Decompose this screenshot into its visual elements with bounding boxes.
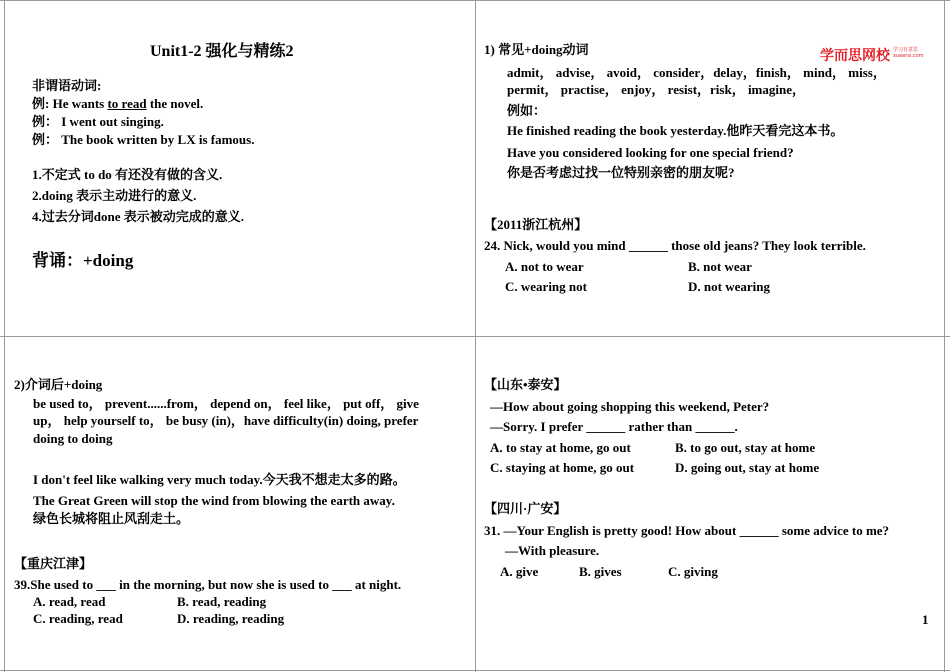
question-stem: 31. —Your English is pretty good! How about ______ some advice to me? xyxy=(484,523,890,538)
question-source-1: 【山东•泰安】 xyxy=(484,377,567,392)
question-stem: 39.She used to ___ in the morning, but now she is used to ___ at night. xyxy=(14,577,402,592)
page-title: Unit1-2 强化与精练2 xyxy=(150,43,294,60)
option-d: D. reading, reading xyxy=(177,611,285,626)
phrases-line-2: up， help yourself to， be busy (in)，have difficulty(in) doing, prefer xyxy=(33,413,419,428)
verbs-line-2: permit， practise， enjoy， resist，risk， imagine， xyxy=(507,82,805,97)
right-border xyxy=(944,0,945,672)
example-line-2: The Great Green will stop the wind from blowing the earth away. xyxy=(33,493,395,508)
example-line-3: 绿色长城将阻止风刮走土。 xyxy=(33,511,190,526)
question-source-2: 【四川·广安】 xyxy=(484,501,567,516)
logo-domain: xueersi.com xyxy=(893,53,924,59)
reply-line: —With pleasure. xyxy=(505,543,600,558)
phrases-line-3: doing to doing xyxy=(33,431,113,446)
example-line-1: I don't feel like walking very much today.今天我不想走太多的路。 xyxy=(33,472,406,487)
section-heading: 2)介词后+doing xyxy=(14,377,103,392)
example-label: 例如： xyxy=(507,103,547,118)
section-heading: 非谓语动词: xyxy=(32,78,102,93)
option-b: B. read, reading xyxy=(177,594,267,609)
xueersi-logo: 学而思网校 xyxy=(820,48,890,64)
example-line-2: Have you considered looking for one special friend? xyxy=(507,145,794,160)
option-a: A. to stay at home, go out xyxy=(490,440,631,455)
example-line-2: 例： I went out singing. xyxy=(32,114,164,129)
left-border xyxy=(4,0,5,672)
phrases-line-1: be used to， prevent......from， depend on， feel like， put off， give xyxy=(33,396,419,411)
option-c: C. staying at home, go out xyxy=(490,460,635,475)
question-source: 【重庆江津】 xyxy=(14,556,93,571)
option-d: D. not wearing xyxy=(688,279,770,294)
question-stem: 24. Nick, would you mind ______ those old jeans? They look terrible. xyxy=(484,238,866,253)
option-d: D. going out, stay at home xyxy=(675,460,820,475)
logo-tagline: 学习有意思 xyxy=(893,47,919,53)
center-divider xyxy=(475,0,476,672)
option-c: C. giving xyxy=(668,564,718,579)
option-c: C. reading, read xyxy=(33,611,123,626)
option-b: B. to go out, stay at home xyxy=(675,440,816,455)
example-line-1: 例: He wants to read the novel. xyxy=(32,96,204,111)
option-b: B. not wear xyxy=(688,259,752,274)
page-number: 1 xyxy=(922,612,929,627)
dialog-line-1: —How about going shopping this weekend, Peter? xyxy=(490,399,770,414)
example-line-3: 例： The book written by LX is famous. xyxy=(32,132,255,147)
option-a: A. give xyxy=(500,564,539,579)
question-source: 【2011浙江杭州】 xyxy=(484,217,588,232)
option-a: A. not to wear xyxy=(505,259,584,274)
rule-2: 2.doing 表示主动进行的意义. xyxy=(32,188,197,203)
dialog-line-2: —Sorry. I prefer ______ rather than ______. xyxy=(490,419,738,434)
option-c: C. wearing not xyxy=(505,279,587,294)
verbs-line-1: admit， advise， avoid， consider，delay，finish， mind， miss， xyxy=(507,65,886,80)
recite-note: 背诵：+doing xyxy=(32,251,134,270)
rule-3: 4.过去分词done 表示被动完成的意义. xyxy=(32,209,244,224)
rule-1: 1.不定式 to do 有还没有做的含义. xyxy=(32,167,223,182)
example-line-3: 你是否考虑过找一位特别亲密的朋友呢? xyxy=(507,165,735,180)
example-line-1: He finished reading the book yesterday.他昨天看完这本书。 xyxy=(507,123,844,138)
section-heading: 1) 常见+doing动词 xyxy=(484,42,589,57)
option-b: B. gives xyxy=(579,564,622,579)
option-a: A. read, read xyxy=(33,594,106,609)
